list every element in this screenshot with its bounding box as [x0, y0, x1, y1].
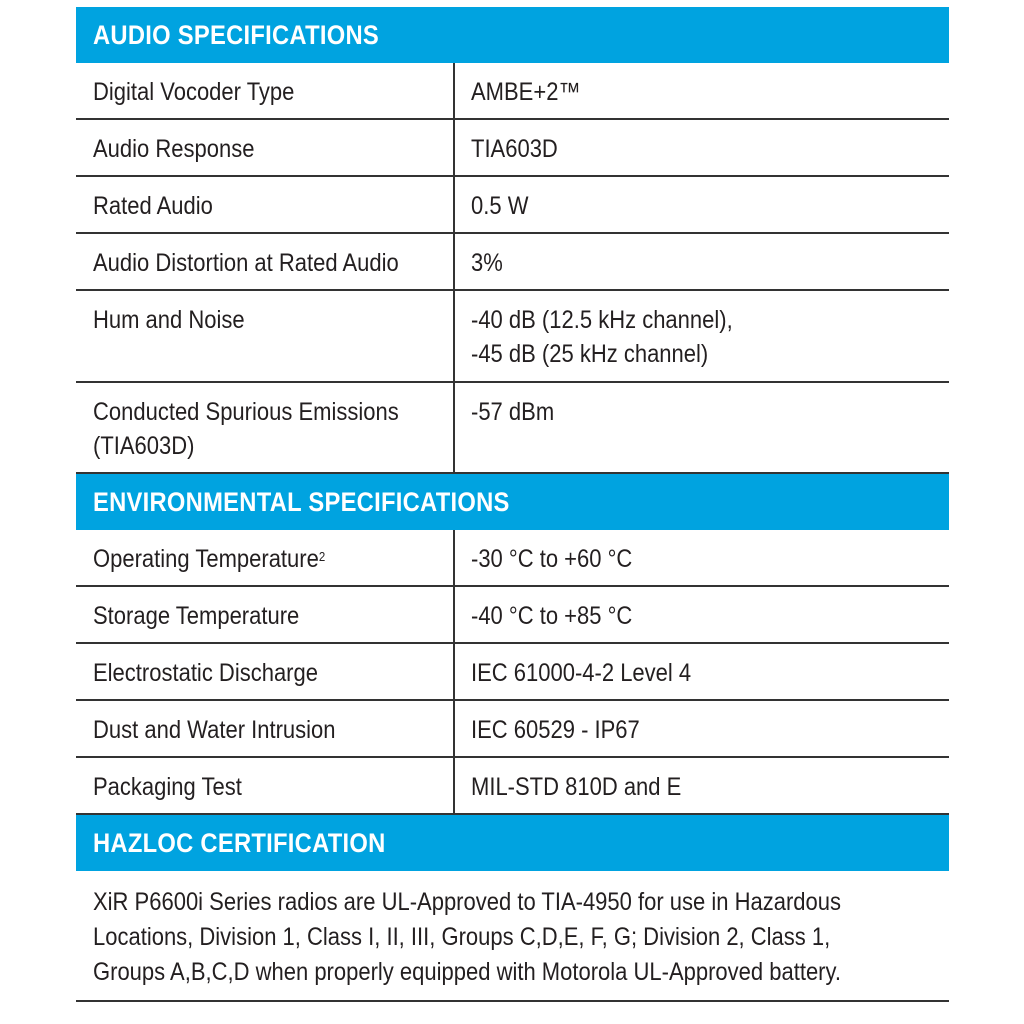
spec-value: -40 °C to +85 °C	[471, 602, 633, 630]
environmental-specifications-title: ENVIRONMENTAL SPECIFICATIONS	[93, 486, 510, 517]
spec-label: Hum and Noise	[76, 291, 455, 381]
spec-label: Rated Audio	[76, 177, 455, 232]
spec-label: Conducted Spurious Emissions (TIA603D)	[76, 383, 455, 472]
table-row	[76, 530, 949, 587]
audio-specifications-title: AUDIO SPECIFICATIONS	[93, 19, 380, 50]
table-row	[76, 177, 949, 234]
spec-value: TIA603D	[471, 135, 558, 163]
hazloc-certification-header	[76, 815, 949, 871]
spec-label: Audio Response	[76, 120, 455, 175]
spec-label: Digital Vocoder Type	[76, 63, 455, 118]
table-row	[76, 234, 949, 291]
footnote-marker: 2	[318, 549, 326, 564]
spec-value: -57 dBm	[471, 398, 555, 426]
spec-label: Audio Distortion at Rated Audio	[76, 234, 455, 289]
table-row	[76, 758, 949, 815]
spec-label: Dust and Water Intrusion	[76, 701, 455, 756]
spec-value: -30 °C to +60 °C	[471, 545, 633, 573]
spec-sheet	[76, 7, 949, 1002]
table-row	[76, 701, 949, 758]
spec-label: Operating Temperature$^2$	[76, 530, 455, 585]
table-row	[76, 383, 949, 474]
table-row	[76, 644, 949, 701]
spec-value: -40 dB (12.5 kHz channel), -45 dB (25 kHz channel)	[471, 306, 733, 368]
spec-value: 0.5 W	[471, 192, 529, 220]
spec-value: 3%	[471, 249, 503, 277]
table-row	[76, 120, 949, 177]
spec-label: Packaging Test	[76, 758, 455, 813]
spec-value: AMBE+2™	[471, 78, 581, 106]
spec-value: MIL-STD 810D and E	[471, 773, 682, 801]
table-row	[76, 587, 949, 644]
hazloc-certification-title: HAZLOC CERTIFICATION	[93, 827, 386, 858]
environmental-specifications-header	[76, 474, 949, 530]
table-row	[76, 63, 949, 120]
spec-label: Storage Temperature	[76, 587, 455, 642]
spec-label: Electrostatic Discharge	[76, 644, 455, 699]
spec-value: IEC 60529 - IP67	[471, 716, 640, 744]
audio-specifications-header	[76, 7, 949, 63]
hazloc-certification-text: XiR P6600i Series radios are UL-Approved to TIA-4950 for use in Hazardous Locations, Division 1, Class I, II, III, Groups C,D,E, F, G; Division 2, Class 1, Groups A,B,C,D when properly equipped with Motorola UL-Approved battery.	[76, 871, 949, 1002]
spec-value: IEC 61000-4-2 Level 4	[471, 659, 692, 687]
table-row	[76, 291, 949, 383]
